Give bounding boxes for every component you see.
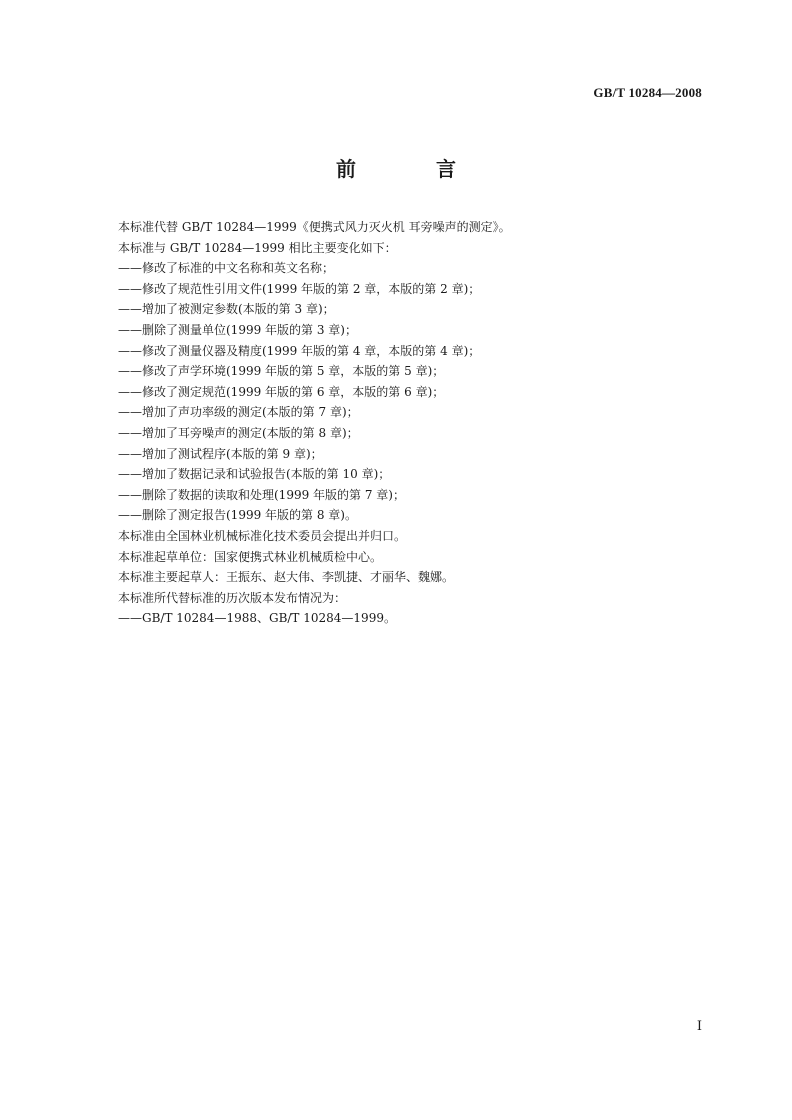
text-line: 本标准起草单位：国家便携式林业机械质检中心。: [118, 549, 383, 564]
list-item: ——修改了测量仪器及精度(1999 年版的第 4 章，本版的第 4 章)；: [118, 343, 481, 358]
text-line: 本标准由全国林业机械标准化技术委员会提出并归口。: [118, 528, 407, 543]
list-item: ——增加了数据记录和试验报告(本版的第 10 章)；: [118, 467, 391, 482]
list-item: ——删除了数据的读取和处理(1999 年版的第 7 章)；: [118, 487, 405, 502]
list-item: ——修改了声学环境(1999 年版的第 5 章，本版的第 5 章)；: [118, 364, 445, 379]
standard-code: GB/T 10284—2008: [593, 85, 702, 100]
list-item: ——GB/T 10284—1988、GB/T 10284—1999。: [118, 611, 396, 626]
list-item: ——增加了耳旁噪声的测定(本版的第 8 章)；: [118, 425, 359, 440]
list-item: ——增加了被测定参数(本版的第 3 章)；: [118, 302, 335, 317]
text-line: 本标准所代替标准的历次版本发布情况为：: [118, 590, 347, 605]
page-title: 前 言: [336, 157, 486, 181]
text-line: 本标准与 GB/T 10284—1999 相比主要变化如下：: [118, 240, 397, 255]
list-item: ——删除了测量单位(1999 年版的第 3 章)；: [118, 322, 357, 337]
foreword-body: [118, 217, 718, 629]
list-item: ——修改了规范性引用文件(1999 年版的第 2 章，本版的第 2 章)；: [118, 281, 481, 296]
list-item: ——删除了测定报告(1999 年版的第 8 章)。: [118, 508, 357, 523]
list-item: ——修改了测定规范(1999 年版的第 6 章，本版的第 6 章)；: [118, 384, 445, 399]
text-line: 本标准主要起草人：王振东、赵大伟、李凯捷、才丽华、魏娜。: [118, 570, 455, 585]
list-item: ——增加了测试程序(本版的第 9 章)；: [118, 446, 323, 461]
text-line: 本标准代替 GB/T 10284—1999《便携式风力灭火机 耳旁噪声的测定》。: [118, 220, 511, 234]
list-item: ——增加了声功率级的测定(本版的第 7 章)；: [118, 405, 359, 420]
list-item: ——修改了标准的中文名称和英文名称；: [118, 261, 335, 276]
page-number: I: [696, 1019, 702, 1034]
